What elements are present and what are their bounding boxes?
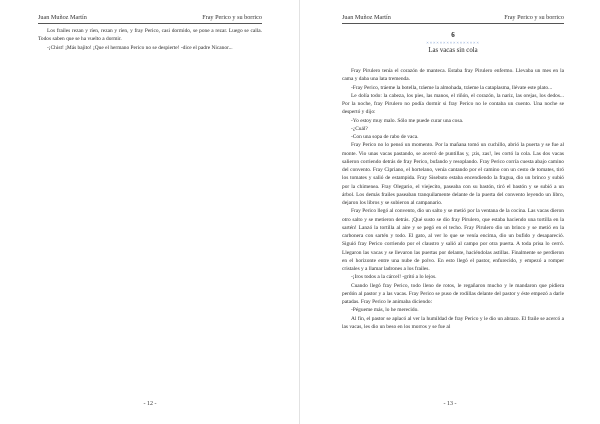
left-header-title: Fray Perico y su borrico (202, 14, 262, 21)
chapter-number: 6 (451, 31, 455, 39)
left-body-text (38, 27, 262, 52)
chapter-heading (342, 31, 564, 56)
paragraph: Cuando llegó fray Perico, todo lleno de rotos, le regañaron mucho y le mandaron que pidiera perdón al pastor y a las vacas. Fray Perico se puso de rodillas delante del pastor y éste empezó a darle patadas. Fray Perico le animaba diciendo: (342, 282, 564, 305)
right-page-number: - 13 - (443, 401, 457, 407)
right-page (300, 0, 600, 424)
chapter-ornament: ×××××××××××××××× (426, 40, 480, 45)
right-body-text (342, 67, 564, 331)
right-running-header (342, 14, 564, 24)
paragraph: -¿Cuál? (351, 125, 368, 132)
paragraph: -Fray Perico, tráeme la botella, tráeme la almohada, tráeme la cataplasma, llévate este plato... (351, 84, 553, 91)
paragraph: -¡Iros todos a la cárcel! -gritó a lo lejos. (351, 274, 437, 281)
paragraph: -Con una sopa de rabo de vaca. (351, 134, 419, 140)
paragraph: Al fin, el pastor se aplacó al ver la humildad de fray Perico y le dio un abrazo. El fraile se acercó a las vacas, les dio un beso en los morros y se fue al (342, 315, 564, 330)
right-header-author: Juan Muñoz Martín (342, 14, 391, 21)
paragraph: Le dolía todo: la cabeza, los pies, las manos, el riñón, el corazón, la nariz, las orejas, los dedos... Por la noche, fray Pirulero no podía dormir si fray Perico no le contaba un cuento. Una noche se despertó y dijo: (342, 92, 564, 116)
right-header-title: Fray Perico y su borrico (504, 14, 564, 21)
left-page-number: - 12 - (143, 401, 157, 407)
paragraph: -¡Chist! ¡Más bajito! ¡Que el hermano Perico no se despierte! -dice el padre Nicanor... (47, 44, 233, 51)
chapter-title: Las vacas sin cola (428, 47, 478, 54)
left-running-header (38, 14, 262, 24)
paragraph: Fray Perico no lo pensó un momento. Por la mañana tomó un cuchillo, abrió la puerta y se fue al monte. Vio unas vacas pastando, se acercó de puntillas y, ¡zis, zas!, les cortó la cola. Las dos vacas salieron corriendo detrás de fray Perico, bufando y resoplando. Fray Perico corría cuesta abajo camino del convento. Fray Cipriano, el hortelano, venía cantando por el camino con un cesto de tomates, tiró los tomates y salió de estampida. Fray Sisebuto estaba encendiendo la fragua, dio un brinco y subió por la chimenea. Fray Olegario, el viejecito, paseaba con su bastón, tiró el bastón y se subió a un árbol. Los demás frailes paseaban tranquilamente delante de la puerta del convento leyendo un libro, dejaron los libros y se subieron al campanario. (342, 142, 564, 206)
paragraph: Los frailes rezan y ríen, rezan y ríen, y fray Perico, casi dormido, se pone a rezar. Luego se calla. Todos saben que se ha vuelto a dormir. (38, 28, 262, 43)
left-header-author: Juan Muñoz Martín (38, 14, 87, 21)
paragraph: -Yo estoy muy malo. Sólo me puede curar una cosa. (351, 117, 464, 124)
paragraph: Fray Perico llegó al convento, dio un salto y se metió por la ventana de la cocina. Las vacas dieron otro salto y se metieron detrás. ¡Qué susto se dio fray Pirulero, que estaba haciendo una tortilla en la sartén! Lanzó la tortilla al aire y se pegó en el techo. Fray Pirulero dio un brinco y se metió en la carbonera con sartén y todo. El gato, al ver lo que se venía encima, dio un bufido y desapareció. Siguió fray Perico corriendo por el claustro y salió al campo por otra puerta. A toda prisa lo cerró. Llegaron las vacas y se llevaron las puertas por delante, haciéndolas astillas. Finalmente se perdieron en el horizonte entre una nube de polvo. En esto llegó el pastor, enfurecido, y empezó a romper cristales y a llamar ladrones a los frailes. (342, 208, 564, 272)
paragraph: -Pégueme más, lo he merecido. (351, 307, 419, 314)
paragraph: Fray Pirulero tenía el corazón de manteca. Estaba fray Pirulero enfermo. Llevaba un mes en la cama y daba una lata tremenda. (342, 68, 564, 83)
